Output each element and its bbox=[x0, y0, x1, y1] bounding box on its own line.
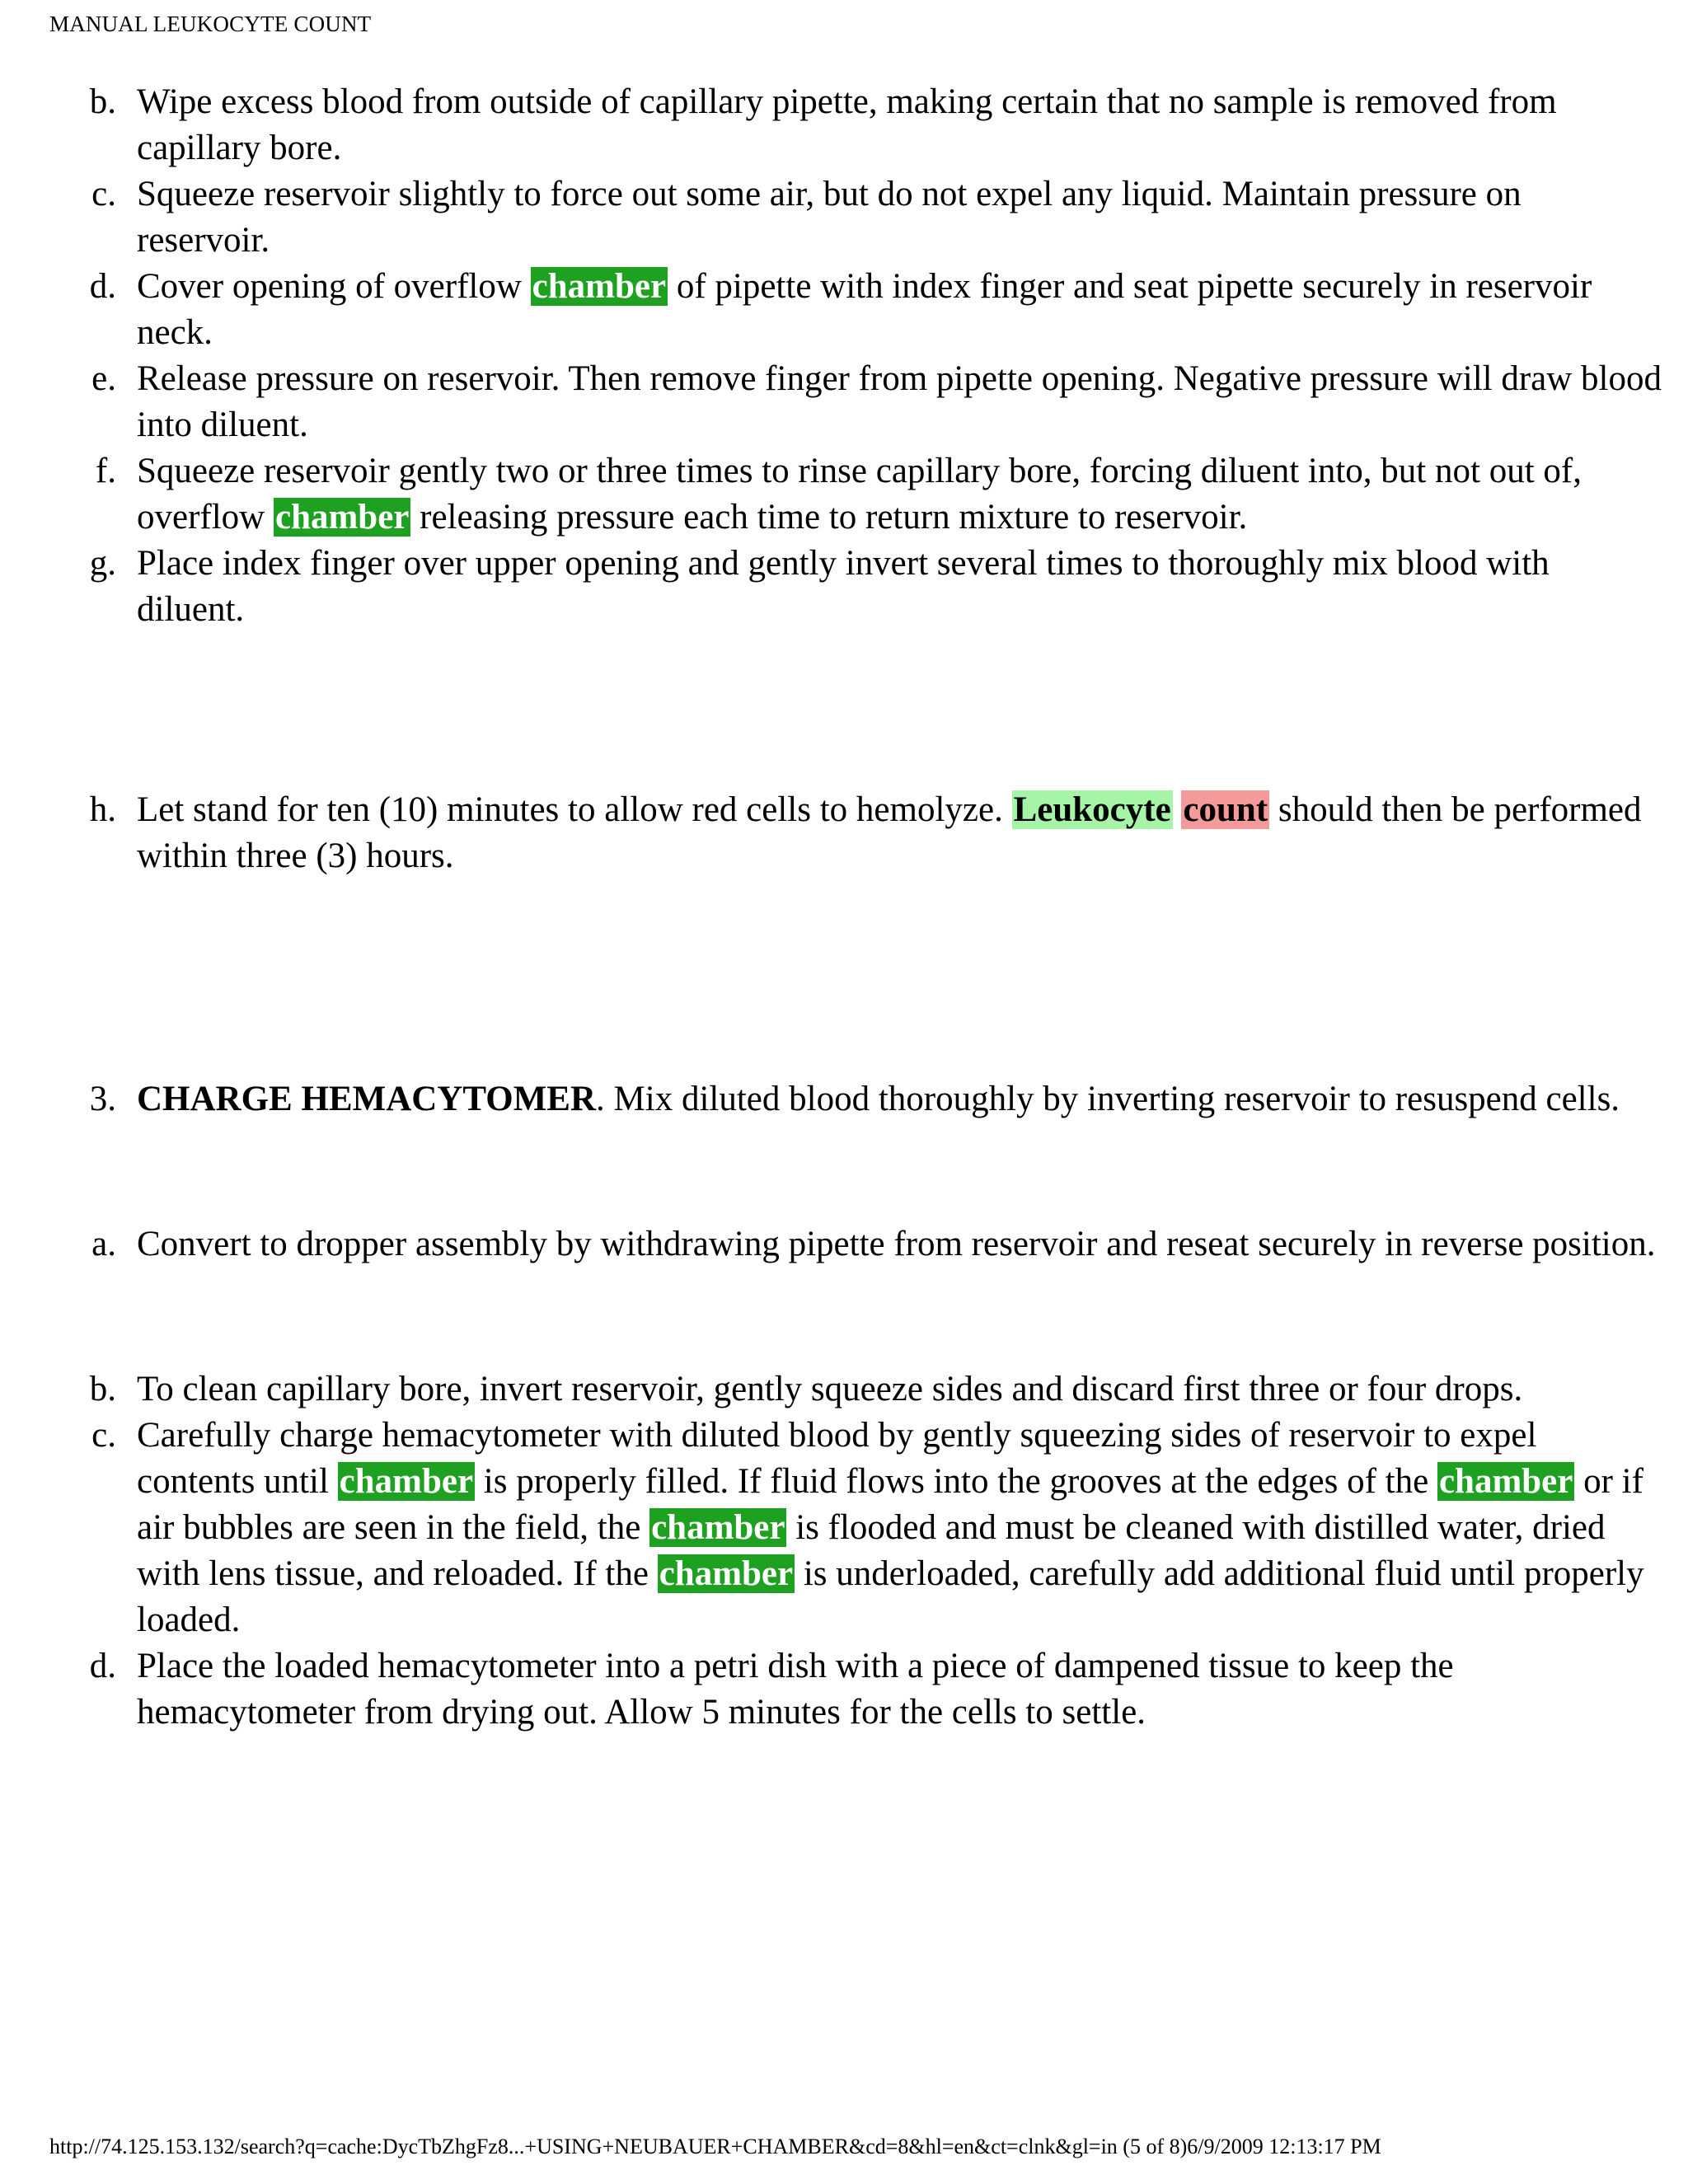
page-header-title: MANUAL LEUKOCYTE COUNT bbox=[49, 12, 372, 36]
search-highlight-chamber: chamber bbox=[1438, 1462, 1573, 1501]
page-footer-url: http://74.125.153.132/search?q=cache:DycTbZhgFz8...+USING+NEUBAUER+CHAMBER&cd=8&hl=en&ct=clnk&gl=in (5 of 8)6/9/2009 12:13:17 PM bbox=[49, 2135, 1381, 2158]
steps-group-1 bbox=[0, 79, 1688, 633]
body-text: Wipe excess blood from outside of capillary pipette, making certain that no sample is removed from capillary bore. bbox=[137, 82, 1557, 167]
list-marker: a. bbox=[91, 1225, 116, 1263]
list-marker: g. bbox=[89, 544, 116, 583]
list-item bbox=[0, 1221, 1662, 1268]
search-highlight-count: count bbox=[1183, 790, 1268, 829]
list-item bbox=[0, 1413, 1662, 1643]
body-text: Squeeze reservoir gently two or three times to rinse capillary bore, forcing diluent into, but not out of, overflow bbox=[137, 452, 1582, 537]
body-text: Place the loaded hemacytometer into a petri dish with a piece of dampened tissue to keep the hemacytometer from drying out. Allow 5 minutes for the cells to settle. bbox=[137, 1647, 1454, 1732]
list-marker: d. bbox=[89, 1647, 116, 1685]
list-marker: h. bbox=[89, 790, 116, 829]
list-item bbox=[0, 541, 1662, 633]
list-item bbox=[0, 1643, 1662, 1736]
list-item bbox=[0, 171, 1662, 264]
steps-group-2 bbox=[0, 1366, 1688, 1736]
search-highlight-chamber: chamber bbox=[274, 498, 410, 537]
list-marker: b. bbox=[89, 82, 116, 121]
list-item bbox=[0, 264, 1662, 356]
body-text: Release pressure on reservoir. Then remove finger from pipette opening. Negative pressure will draw blood into diluent. bbox=[137, 359, 1662, 444]
body-text: of pipette with index finger and seat pipette securely in reservoir neck. bbox=[137, 267, 1592, 352]
list-marker: 3. bbox=[89, 1080, 116, 1118]
body-text: Convert to dropper assembly by withdrawing pipette from reservoir and reseat securely in reverse position. bbox=[137, 1225, 1656, 1263]
list-item bbox=[0, 1366, 1662, 1413]
body-text: is flooded and must be cleaned with distilled water, dried with lens tissue, and reloaded. If the bbox=[137, 1508, 1606, 1593]
list-marker: e. bbox=[91, 359, 116, 398]
list-marker: b. bbox=[89, 1370, 116, 1408]
search-highlight-chamber: chamber bbox=[651, 1508, 785, 1547]
body-text: Carefully charge hemacytometer with diluted blood by gently squeezing sides of reservoir to expel contents until bbox=[137, 1416, 1537, 1501]
section-heading bbox=[0, 1076, 1662, 1122]
list-item bbox=[0, 787, 1662, 879]
body-text: or if air bubbles are seen in the field, the bbox=[137, 1462, 1643, 1547]
section-3-heading bbox=[0, 1076, 1688, 1122]
body-text: Let stand for ten (10) minutes to allow red cells to hemolyze. bbox=[137, 790, 1012, 829]
list-item bbox=[0, 448, 1662, 541]
body-text: is underloaded, carefully add additional fluid until properly loaded. bbox=[137, 1554, 1644, 1639]
step-3a-block bbox=[0, 1221, 1688, 1268]
body-text: To clean capillary bore, invert reservoir, gently squeeze sides and discard first three or four drops. bbox=[137, 1370, 1523, 1408]
body-text: should then be performed within three (3) hours. bbox=[137, 790, 1642, 875]
body-text: Squeeze reservoir slightly to force out some air, but do not expel any liquid. Maintain pressure on reservoir. bbox=[137, 175, 1522, 260]
body-text: . Mix diluted blood thoroughly by inverting reservoir to resuspend cells. bbox=[596, 1080, 1620, 1118]
list-item bbox=[0, 79, 1662, 171]
list-item bbox=[0, 356, 1662, 448]
body-text bbox=[1173, 790, 1182, 829]
list-marker: f. bbox=[95, 452, 116, 490]
search-highlight-leukocyte: Leukocyte bbox=[1013, 790, 1171, 829]
body-text: Place index finger over upper opening and gently invert several times to thoroughly mix blood with diluent. bbox=[137, 544, 1550, 629]
section-title: CHARGE HEMACYTOMER bbox=[137, 1080, 597, 1118]
list-marker: d. bbox=[89, 267, 116, 306]
step-h-block bbox=[0, 787, 1688, 879]
body-text: Cover opening of overflow bbox=[137, 267, 531, 306]
search-highlight-chamber: chamber bbox=[339, 1462, 474, 1501]
search-highlight-chamber: chamber bbox=[659, 1554, 794, 1593]
body-text: is properly filled. If fluid flows into the grooves at the edges of the bbox=[475, 1462, 1437, 1501]
list-marker: c. bbox=[91, 175, 116, 213]
search-highlight-chamber: chamber bbox=[532, 267, 667, 306]
list-marker: c. bbox=[91, 1416, 116, 1455]
body-text: releasing pressure each time to return mixture to reservoir. bbox=[410, 498, 1248, 537]
